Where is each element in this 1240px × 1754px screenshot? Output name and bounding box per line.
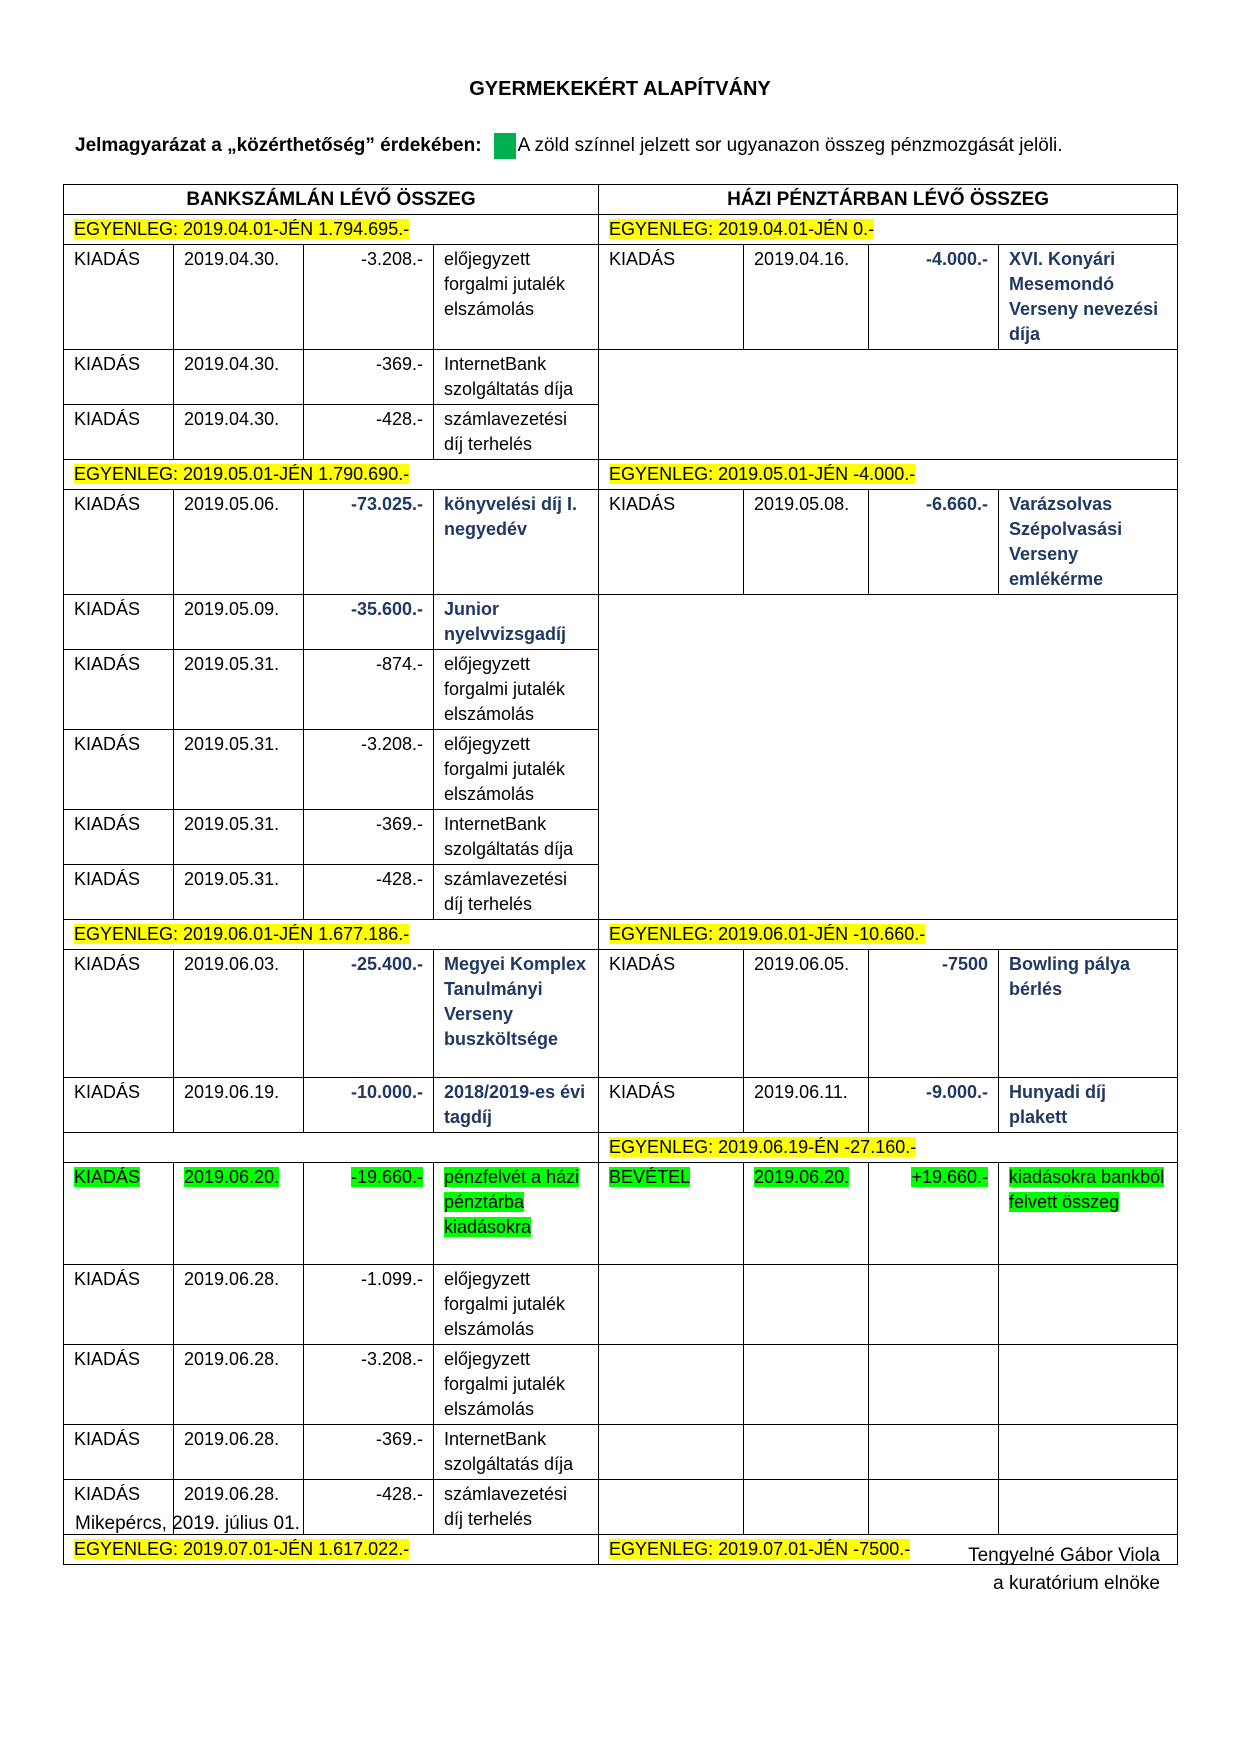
table-cell: előjegyzett forgalmi jutalék elszámolás	[434, 730, 599, 810]
table-cell: BEVÉTEL	[599, 1163, 744, 1265]
table-cell: könyvelési díj I. negyedév	[434, 490, 599, 595]
table-cell: -369.-	[304, 350, 434, 405]
table-cell: előjegyzett forgalmi jutalék elszámolás	[434, 1265, 599, 1345]
table-row	[64, 950, 1178, 1078]
cash-balance-4: EGYENLEG: 2019.06.19-ÉN -27.160.-	[599, 1133, 1178, 1163]
table-cell: Megyei Komplex Tanulmányi Verseny buszköltsége	[434, 950, 599, 1078]
finance-table	[63, 184, 1178, 1565]
table-row-highlighted	[64, 1163, 1178, 1265]
table-cell: KIADÁS	[64, 405, 174, 460]
table-cell: 2019.06.20.	[174, 1163, 304, 1265]
signatory-name: Tengyelné Gábor Viola	[968, 1545, 1160, 1566]
table-row	[64, 245, 1178, 350]
table-cell: 2019.05.31.	[174, 730, 304, 810]
table-cell: 2019.05.31.	[174, 810, 304, 865]
table-cell: +19.660.-	[869, 1163, 999, 1265]
table-cell: számlavezetési díj terhelés	[434, 1480, 599, 1535]
table-cell	[599, 1425, 744, 1480]
green-swatch	[494, 133, 516, 159]
table-cell: KIADÁS	[64, 1163, 174, 1265]
table-cell: KIADÁS	[64, 1480, 174, 1535]
table-cell: KIADÁS	[64, 595, 174, 650]
table-cell: KIADÁS	[64, 1425, 174, 1480]
table-cell: KIADÁS	[599, 1078, 744, 1133]
table-row	[64, 1345, 1178, 1425]
table-cell	[744, 1425, 869, 1480]
table-cell: -25.400.-	[304, 950, 434, 1078]
table-cell: -428.-	[304, 1480, 434, 1535]
cash-balance-5: EGYENLEG: 2019.07.01-JÉN -7500.-	[599, 1535, 1178, 1565]
legend-text: A zöld színnel jelzett sor ugyanazon összeg pénzmozgását jelöli.	[517, 135, 1063, 157]
table-cell: 2019.04.16.	[744, 245, 869, 350]
table-cell: -9.000.-	[869, 1078, 999, 1133]
table-cell: -3.208.-	[304, 245, 434, 350]
table-row	[64, 1425, 1178, 1480]
table-cell: Hunyadi díj plakett	[999, 1078, 1178, 1133]
table-cell	[599, 1265, 744, 1345]
table-cell: -369.-	[304, 810, 434, 865]
table-cell: 2019.05.31.	[174, 865, 304, 920]
table-cell: 2019.05.06.	[174, 490, 304, 595]
table-cell: -19.660.-	[304, 1163, 434, 1265]
table-row	[64, 490, 1178, 595]
table-cell: 2019.06.20.	[744, 1163, 869, 1265]
cash-balance-3: EGYENLEG: 2019.06.01-JÉN -10.660.-	[599, 920, 1178, 950]
signatory-role: a kuratórium elnöke	[993, 1573, 1160, 1594]
table-cell: -7500	[869, 950, 999, 1078]
table-cell: számlavezetési díj terhelés	[434, 405, 599, 460]
table-row	[64, 1078, 1178, 1133]
empty-cash-cell	[599, 595, 1178, 920]
table-cell: XVI. Konyári Mesemondó Verseny nevezési díja	[999, 245, 1178, 350]
table-cell: KIADÁS	[64, 350, 174, 405]
table-row	[64, 350, 1178, 405]
table-cell: InternetBank szolgáltatás díja	[434, 1425, 599, 1480]
table-cell	[869, 1425, 999, 1480]
table-cell: -3.208.-	[304, 730, 434, 810]
table-cell: KIADÁS	[64, 730, 174, 810]
table-row	[64, 1265, 1178, 1345]
table-cell: 2019.05.31.	[174, 650, 304, 730]
table-cell: InternetBank szolgáltatás díja	[434, 810, 599, 865]
table-cell: KIADÁS	[64, 950, 174, 1078]
cash-balance-1: EGYENLEG: 2019.04.01-JÉN 0.-	[599, 215, 1178, 245]
table-cell: pénzfelvét a házi pénztárba kiadásokra	[434, 1163, 599, 1265]
table-cell	[744, 1265, 869, 1345]
table-cell: kiadásokra bankból felvett összeg	[999, 1163, 1178, 1265]
bank-header: BANKSZÁMLÁN LÉVŐ ÖSSZEG	[64, 185, 599, 215]
table-cell: KIADÁS	[64, 1078, 174, 1133]
table-cell: KIADÁS	[64, 1345, 174, 1425]
table-cell: KIADÁS	[64, 865, 174, 920]
legend	[75, 133, 1063, 159]
table-cell: 2019.06.05.	[744, 950, 869, 1078]
bank-balance-2: EGYENLEG: 2019.05.01-JÉN 1.790.690.-	[64, 460, 599, 490]
table-cell: számlavezetési díj terhelés	[434, 865, 599, 920]
table-cell: -10.000.-	[304, 1078, 434, 1133]
table-cell: KIADÁS	[64, 810, 174, 865]
table-cell: -428.-	[304, 405, 434, 460]
empty-bank-cell	[64, 1133, 599, 1163]
table-cell: KIADÁS	[599, 245, 744, 350]
table-cell: 2019.04.30.	[174, 405, 304, 460]
table-cell: -35.600.-	[304, 595, 434, 650]
table-cell: előjegyzett forgalmi jutalék elszámolás	[434, 650, 599, 730]
table-cell: Varázsolvas Szépolvasási Verseny emlékérme	[999, 490, 1178, 595]
table-cell: 2019.05.08.	[744, 490, 869, 595]
table-cell: 2019.06.28.	[174, 1480, 304, 1535]
table-cell: -428.-	[304, 865, 434, 920]
cash-header: HÁZI PÉNZTÁRBAN LÉVŐ ÖSSZEG	[599, 185, 1178, 215]
bank-balance-3: EGYENLEG: 2019.06.01-JÉN 1.677.186.-	[64, 920, 599, 950]
signature-block	[968, 1542, 1160, 1598]
table-cell: 2019.06.19.	[174, 1078, 304, 1133]
table-cell: 2019.06.03.	[174, 950, 304, 1078]
table-cell	[869, 1480, 999, 1535]
table-cell: KIADÁS	[64, 490, 174, 595]
bank-balance-4: EGYENLEG: 2019.07.01-JÉN 1.617.022.-	[64, 1535, 599, 1565]
table-cell: -6.660.-	[869, 490, 999, 595]
table-cell	[744, 1480, 869, 1535]
table-cell: -73.025.-	[304, 490, 434, 595]
table-cell: KIADÁS	[64, 1265, 174, 1345]
table-cell	[869, 1265, 999, 1345]
table-cell: KIADÁS	[599, 490, 744, 595]
table-cell: KIADÁS	[64, 650, 174, 730]
table-cell: KIADÁS	[64, 245, 174, 350]
table-cell: 2019.06.28.	[174, 1345, 304, 1425]
table-cell: Bowling pálya bérlés	[999, 950, 1178, 1078]
table-cell	[599, 1480, 744, 1535]
table-cell: InternetBank szolgáltatás díja	[434, 350, 599, 405]
table-row	[64, 595, 1178, 650]
table-cell	[999, 1265, 1178, 1345]
table-cell: 2019.06.11.	[744, 1078, 869, 1133]
table-cell: 2019.04.30.	[174, 350, 304, 405]
table-cell: 2019.05.09.	[174, 595, 304, 650]
table-cell	[744, 1345, 869, 1425]
table-cell	[869, 1345, 999, 1425]
table-cell: -874.-	[304, 650, 434, 730]
table-cell: -369.-	[304, 1425, 434, 1480]
table-cell: KIADÁS	[599, 950, 744, 1078]
table-cell: 2019.06.28.	[174, 1425, 304, 1480]
legend-label: Jelmagyarázat a „közérthetőség” érdekében:	[75, 135, 482, 157]
document-title: GYERMEKEKÉRT ALAPÍTVÁNY	[469, 78, 771, 100]
table-cell: előjegyzett forgalmi jutalék elszámolás	[434, 1345, 599, 1425]
table-cell	[999, 1480, 1178, 1535]
cash-balance-2: EGYENLEG: 2019.05.01-JÉN -4.000.-	[599, 460, 1178, 490]
table-cell: -4.000.-	[869, 245, 999, 350]
table-cell: Junior nyelvvizsgadíj	[434, 595, 599, 650]
bank-balance-1: EGYENLEG: 2019.04.01-JÉN 1.794.695.-	[64, 215, 599, 245]
table-cell: 2019.04.30.	[174, 245, 304, 350]
table-cell: előjegyzett forgalmi jutalék elszámolás	[434, 245, 599, 350]
table-cell	[599, 1345, 744, 1425]
table-cell: 2018/2019-es évi tagdíj	[434, 1078, 599, 1133]
table-cell: -1.099.-	[304, 1265, 434, 1345]
empty-cash-cell	[599, 350, 1178, 460]
place-date: Mikepércs, 2019. július 01.	[75, 1513, 300, 1534]
table-cell	[999, 1425, 1178, 1480]
table-cell: 2019.06.28.	[174, 1265, 304, 1345]
table-cell: -3.208.-	[304, 1345, 434, 1425]
table-cell	[999, 1345, 1178, 1425]
